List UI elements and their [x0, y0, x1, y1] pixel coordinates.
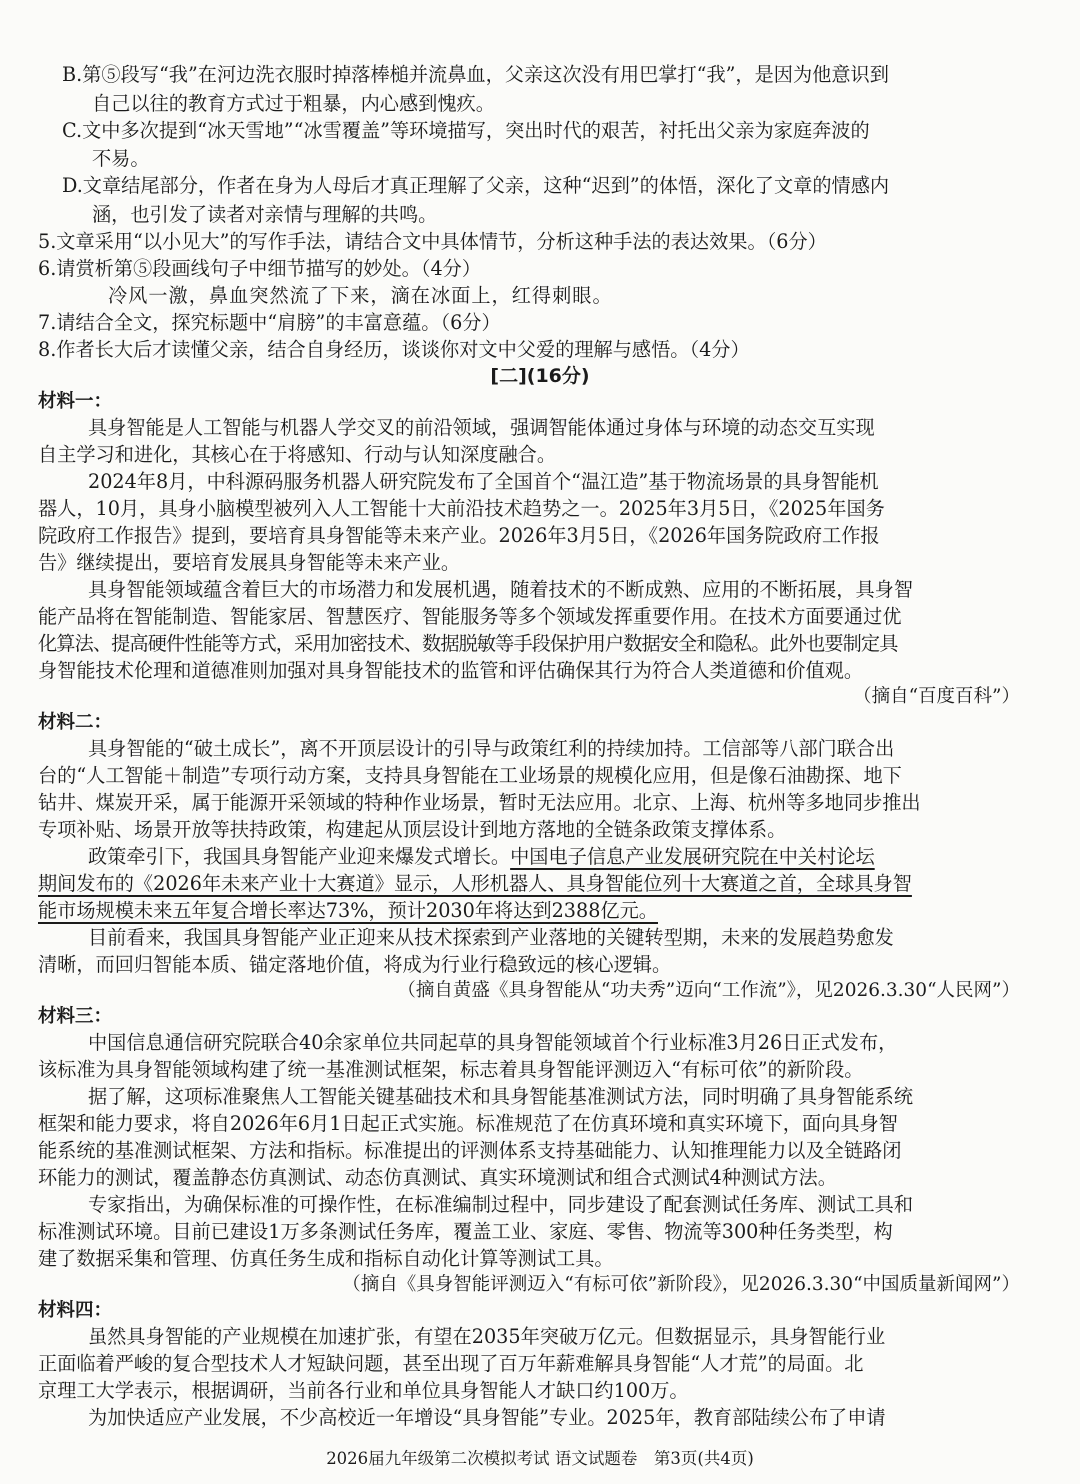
- material-1-heading: 材料一：: [38, 391, 113, 412]
- material-1-line: 具身智能领域蕴含着巨大的市场潜力和发展机遇，随着技术的不断成熟、应用的不断拓展，具身智: [88, 578, 914, 601]
- material-2-source: （摘自黄盛《具身智能从“功夫秀”迈向“工作流”》，见2026.3.30“人民网”）: [397, 980, 1020, 1001]
- material-2-line: 清晰，而回归智能本质、锚定落地价值，将成为行业行稳致远的核心逻辑。: [38, 953, 672, 976]
- material-3-line: 建了数据采集和管理、仿真任务生成和指标自动化计算等测试工具。: [38, 1247, 614, 1270]
- material-3-line: 能系统的基准测试框架、方法和指标。标准提出的评测体系支持基础能力、认知推理能力以及全链路闭: [38, 1139, 902, 1162]
- material-4-line: 正面临着严峻的复合型技术人才短缺问题，甚至出现了百万年薪难解具身智能“人才荒”的局面。北: [38, 1352, 864, 1375]
- option-b-line-1: B.第⑤段写“我”在河边洗衣服时掉落棒槌并流鼻血，父亲这次没有用巴掌打“我”，是因为他意识到: [62, 63, 889, 86]
- material-1-line: 能产品将在智能制造、智能家居、智慧医疗、智能服务等多个领域发挥重要作用。在技术方面要通过优: [38, 605, 902, 628]
- material-2-underlined-line: 能市场规模未来五年复合增长率达73%，预计2030年将达到2388亿元。: [38, 899, 658, 922]
- material-1-line: 化算法、提高硬件性能等方式，采用加密技术、数据脱敏等手段保护用户数据安全和隐私。此外也要制定具: [38, 632, 898, 655]
- option-c-line-1: C.文中多次提到“冰天雪地”“冰雪覆盖”等环境描写，突出时代的艰苦，衬托出父亲为家庭奔波的: [62, 119, 870, 142]
- question-6: 6.请赏析第⑤段画线句子中细节描写的妙处。（4分）: [38, 257, 482, 280]
- material-4-line: 为加快适应产业发展，不少高校近一年增设“具身智能”专业。2025年，教育部陆续公布了申请: [88, 1406, 886, 1429]
- option-b-line-2: 自己以往的教育方式过于粗暴，内心感到愧疚。: [92, 92, 495, 115]
- page-footer: 2026届九年级第二次模拟考试 语文试题卷 第3页(共4页): [326, 1449, 754, 1468]
- material-3-line: 该标准为具身智能领域构建了统一基准测试框架，标志着具身智能评测迈入“有标可依”的新阶段。: [38, 1058, 864, 1081]
- material-4-line: 虽然具身智能的产业规模在加速扩张，有望在2035年突破万亿元。但数据显示，具身智能行业: [88, 1325, 886, 1348]
- material-2-line: 具身智能的“破土成长”，离不开顶层设计的引导与政策红利的持续加持。工信部等八部门联合出: [88, 737, 895, 760]
- material-3-line: 专家指出，为确保标准的可操作性，在标准编制过程中，同步建设了配套测试任务库、测试工具和: [88, 1193, 914, 1216]
- option-d-line-2: 涵，也引发了读者对亲情与理解的共鸣。: [92, 203, 438, 226]
- material-3-source: （摘自《具身智能评测迈入“有标可依”新阶段》，见2026.3.30“中国质量新闻网”）: [342, 1274, 1020, 1295]
- material-3-line: 标准测试环境。目前已建设1万多条测试任务库，覆盖工业、家庭、零售、物流等300种任务类型，构: [38, 1220, 893, 1243]
- section-2-title: [二](16分): [490, 365, 590, 387]
- material-2-line: 专项补贴、场景开放等扶持政策，构建起从顶层设计到地方落地的全链条政策支撑体系。: [38, 818, 787, 841]
- material-3-line: 中国信息通信研究院联合40余家单位共同起草的具身智能领域首个行业标准3月26日正式发布，: [88, 1031, 898, 1054]
- material-1-line: 院政府工作报告》提到，要培育具身智能等未来产业。2026年3月5日，《2026年国务院政府工作报: [38, 524, 880, 547]
- question-5: 5.文章采用“以小见大”的写作手法，请结合文中具体情节，分析这种手法的表达效果。（6分）: [38, 230, 827, 253]
- material-1-line: 身智能技术伦理和道德准则加强对具身智能技术的监管和评估确保其行为符合人类道德和价值观。: [38, 659, 864, 682]
- material-2-underlined-text: 中国电子信息产业发展研究院在中关村论坛: [510, 845, 875, 868]
- material-2-heading: 材料二：: [38, 712, 113, 733]
- material-2-line: 台的“人工智能＋制造”专项行动方案，支持具身智能在工业场景的规模化应用，但是像石油勘探、地下: [38, 764, 902, 787]
- option-d-line-1: D.文章结尾部分，作者在身为人母后才真正理解了父亲，这种“迟到”的体悟，深化了文章的情感内: [62, 174, 890, 197]
- material-1-line: 2024年8月，中科源码服务机器人研究院发布了全国首个“温江造”基于物流场景的具身智能机: [88, 470, 879, 493]
- material-3-heading: 材料三：: [38, 1006, 113, 1027]
- material-2-underlined-line: 期间发布的《2026年未来产业十大赛道》显示，人形机器人、具身智能位列十大赛道之首，全球具身智: [38, 872, 912, 895]
- material-2-line-plain: 政策牵引下，我国具身智能产业迎来爆发式增长。: [88, 845, 511, 868]
- material-3-line: 据了解，这项标准聚焦人工智能关键基础技术和具身智能基准测试方法，同时明确了具身智能系统: [88, 1085, 914, 1108]
- material-4-line: 京理工大学表示，根据调研，当前各行业和单位具身智能人才缺口约100万。: [38, 1379, 689, 1402]
- material-1-line: 器人，10月，具身小脑模型被列入人工智能十大前沿技术趋势之一。2025年3月5日，《2025年国务: [38, 497, 885, 520]
- question-7: 7.请结合全文，探究标题中“肩膀”的丰富意蕴。（6分）: [38, 311, 501, 334]
- material-1-line: 告》继续提出，要培育发展具身智能等未来产业。: [38, 551, 461, 574]
- material-3-line: 框架和能力要求，将自2026年6月1日起正式实施。标准规范了在仿真环境和真实环境下，面向具身智: [38, 1112, 898, 1135]
- material-1-line: 自主学习和进化，其核心在于将感知、行动与认知深度融合。: [38, 443, 557, 466]
- material-3-line: 环能力的测试，覆盖静态仿真测试、动态仿真测试、真实环境测试和组合式测试4种测试方法。: [38, 1166, 837, 1189]
- question-6-quote: 冷风一激，鼻血突然流了下来，滴在冰面上，红得刺眼。: [108, 284, 613, 307]
- material-2-line: 目前看来，我国具身智能产业正迎来从技术探索到产业落地的关键转型期，未来的发展趋势愈发: [88, 926, 894, 949]
- material-1-source: （摘自“百度百科”）: [853, 686, 1020, 707]
- material-1-line: 具身智能是人工智能与机器人学交叉的前沿领域，强调智能体通过身体与环境的动态交互实现: [88, 416, 875, 439]
- material-2-line: [88, 843, 875, 871]
- material-4-heading: 材料四：: [38, 1300, 113, 1321]
- material-2-line: 钻井、煤炭开采，属于能源开采领域的特种作业场景，暂时无法应用。北京、上海、杭州等多地同步推出: [38, 791, 921, 814]
- question-8: 8.作者长大后才读懂父亲，结合自身经历，谈谈你对文中父爱的理解与感悟。（4分）: [38, 338, 750, 361]
- option-c-line-2: 不易。: [92, 147, 150, 170]
